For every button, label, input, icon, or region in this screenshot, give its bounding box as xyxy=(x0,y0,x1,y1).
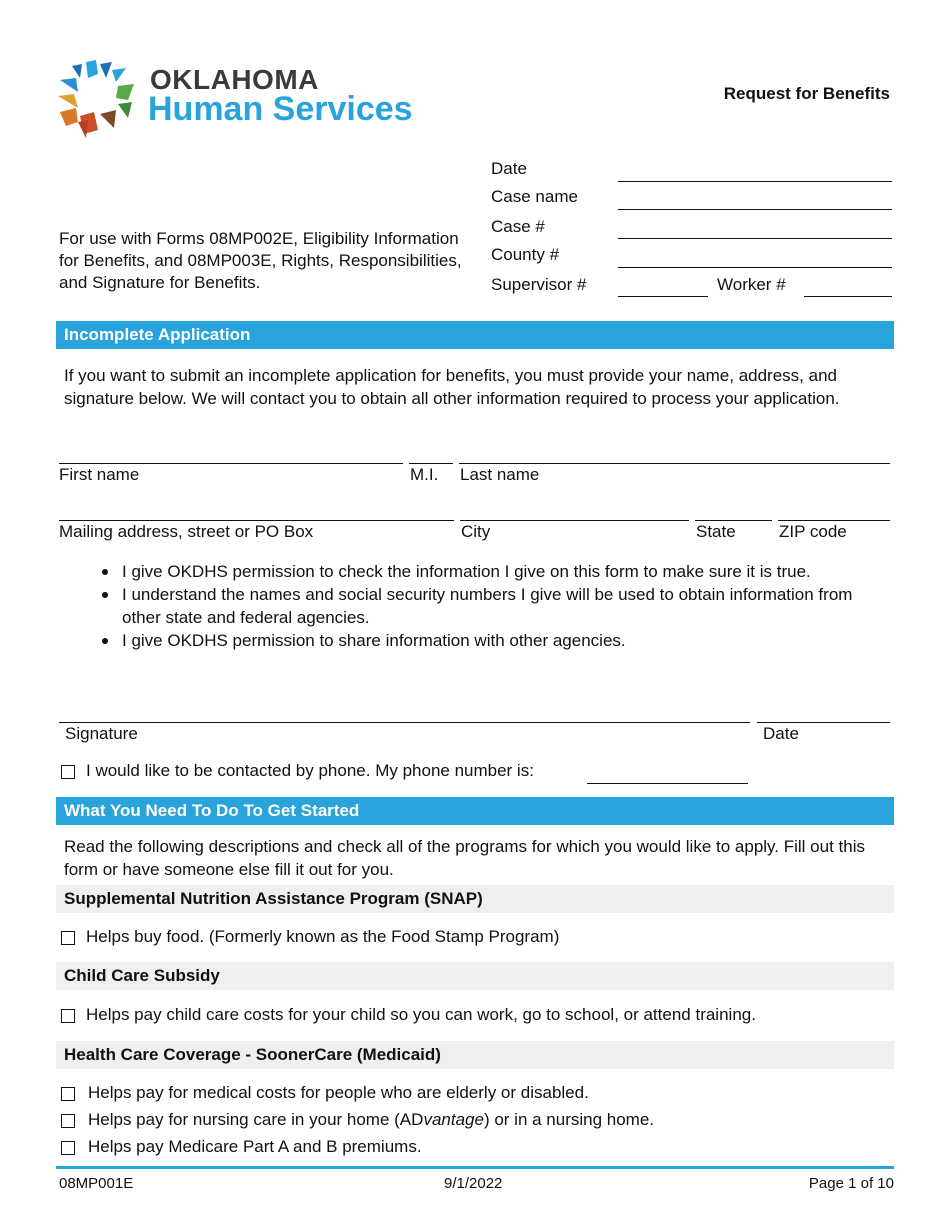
mi-label: M.I. xyxy=(410,465,439,484)
mi-field[interactable] xyxy=(409,463,453,464)
date-label: Date xyxy=(491,159,527,178)
zip-field[interactable] xyxy=(778,520,890,521)
health-item-nursing-post: ) or in a nursing home. xyxy=(483,1110,655,1129)
permission-list xyxy=(100,560,890,652)
health-item-nursing-italic: vantage xyxy=(423,1110,484,1129)
child-care-item-label: Helps pay child care costs for your child so you can work, go to school, or attend training. xyxy=(86,1005,756,1024)
list-item: I understand the names and social security numbers I give will be used to obtain information from other state and federal agencies. xyxy=(100,583,890,629)
health-item-elderly: Helps pay for medical costs for people who are elderly or disabled. xyxy=(88,1083,589,1102)
star-logo-icon xyxy=(58,60,136,140)
mailing-field[interactable] xyxy=(59,520,454,521)
city-field[interactable] xyxy=(460,520,689,521)
supervisor-label: Supervisor # xyxy=(491,275,587,294)
phone-label: I would like to be contacted by phone. My phone number is: xyxy=(86,761,534,780)
state-label: State xyxy=(696,522,736,541)
health-item-nursing xyxy=(88,1110,654,1130)
incomplete-application-heading: Incomplete Application xyxy=(56,321,894,349)
snap-heading: Supplemental Nutrition Assistance Program (SNAP) xyxy=(56,885,894,913)
first-name-label: First name xyxy=(59,465,140,484)
supervisor-field[interactable] xyxy=(618,296,708,297)
list-item: I give OKDHS permission to check the information I give on this form to make sure it is true. xyxy=(100,560,890,583)
footer-date: 9/1/2022 xyxy=(444,1175,503,1192)
incomplete-text: If you want to submit an incomplete application for benefits, you must provide your name, address, and signature below. We will contact you to obtain all other information required to process your application. xyxy=(64,366,840,408)
case-number-field[interactable] xyxy=(618,238,892,239)
get-started-heading: What You Need To Do To Get Started xyxy=(56,797,894,825)
health-checkbox-medicare[interactable] xyxy=(61,1141,75,1155)
county-field[interactable] xyxy=(618,267,892,268)
child-care-heading: Child Care Subsidy xyxy=(56,962,894,990)
snap-checkbox[interactable] xyxy=(61,931,75,945)
county-label: County # xyxy=(491,245,560,264)
worker-label: Worker # xyxy=(717,275,786,294)
case-name-field[interactable] xyxy=(618,209,892,210)
logo-human-services: Human Services xyxy=(148,90,413,128)
last-name-label: Last name xyxy=(460,465,540,484)
case-number-label: Case # xyxy=(491,217,545,236)
ohs-logo xyxy=(58,60,438,140)
signature-field[interactable] xyxy=(59,722,750,723)
intro-text: For use with Forms 08MP002E, Eligibility Information for Benefits, and 08MP003E, Rights, Responsibilities, and Signature for Benefits. xyxy=(59,229,462,292)
form-title: Request for Benefits xyxy=(723,84,890,103)
get-started-text: Read the following descriptions and check all of the programs for which you would like to apply. Fill out this form or have someone else fill it out for you. xyxy=(64,837,865,879)
worker-field[interactable] xyxy=(804,296,892,297)
health-item-nursing-pre: Helps pay for nursing care in your home (AD xyxy=(88,1110,424,1129)
state-field[interactable] xyxy=(695,520,772,521)
first-name-field[interactable] xyxy=(59,463,403,464)
signature-date-label: Date xyxy=(763,724,799,743)
phone-field[interactable] xyxy=(587,783,748,784)
phone-checkbox[interactable] xyxy=(61,765,75,779)
health-checkbox-elderly[interactable] xyxy=(61,1087,75,1101)
health-checkbox-nursing[interactable] xyxy=(61,1114,75,1128)
zip-label: ZIP code xyxy=(779,522,847,541)
child-care-checkbox[interactable] xyxy=(61,1009,75,1023)
last-name-field[interactable] xyxy=(459,463,890,464)
health-item-medicare: Helps pay Medicare Part A and B premiums. xyxy=(88,1137,422,1156)
signature-date-field[interactable] xyxy=(757,722,890,723)
snap-item-label: Helps buy food. (Formerly known as the Food Stamp Program) xyxy=(86,927,560,946)
health-care-heading: Health Care Coverage - SoonerCare (Medicaid) xyxy=(56,1041,894,1069)
signature-label: Signature xyxy=(65,724,138,743)
footer-form-number: 08MP001E xyxy=(59,1175,134,1192)
footer-rule xyxy=(56,1166,894,1169)
logo-oklahoma: OKLAHOMA xyxy=(150,64,319,95)
footer-page: Page 1 of 10 xyxy=(808,1175,894,1192)
case-name-label: Case name xyxy=(491,187,578,206)
city-label: City xyxy=(461,522,491,541)
mailing-label: Mailing address, street or PO Box xyxy=(59,522,314,541)
list-item: I give OKDHS permission to share information with other agencies. xyxy=(100,629,890,652)
date-field[interactable] xyxy=(618,181,892,182)
